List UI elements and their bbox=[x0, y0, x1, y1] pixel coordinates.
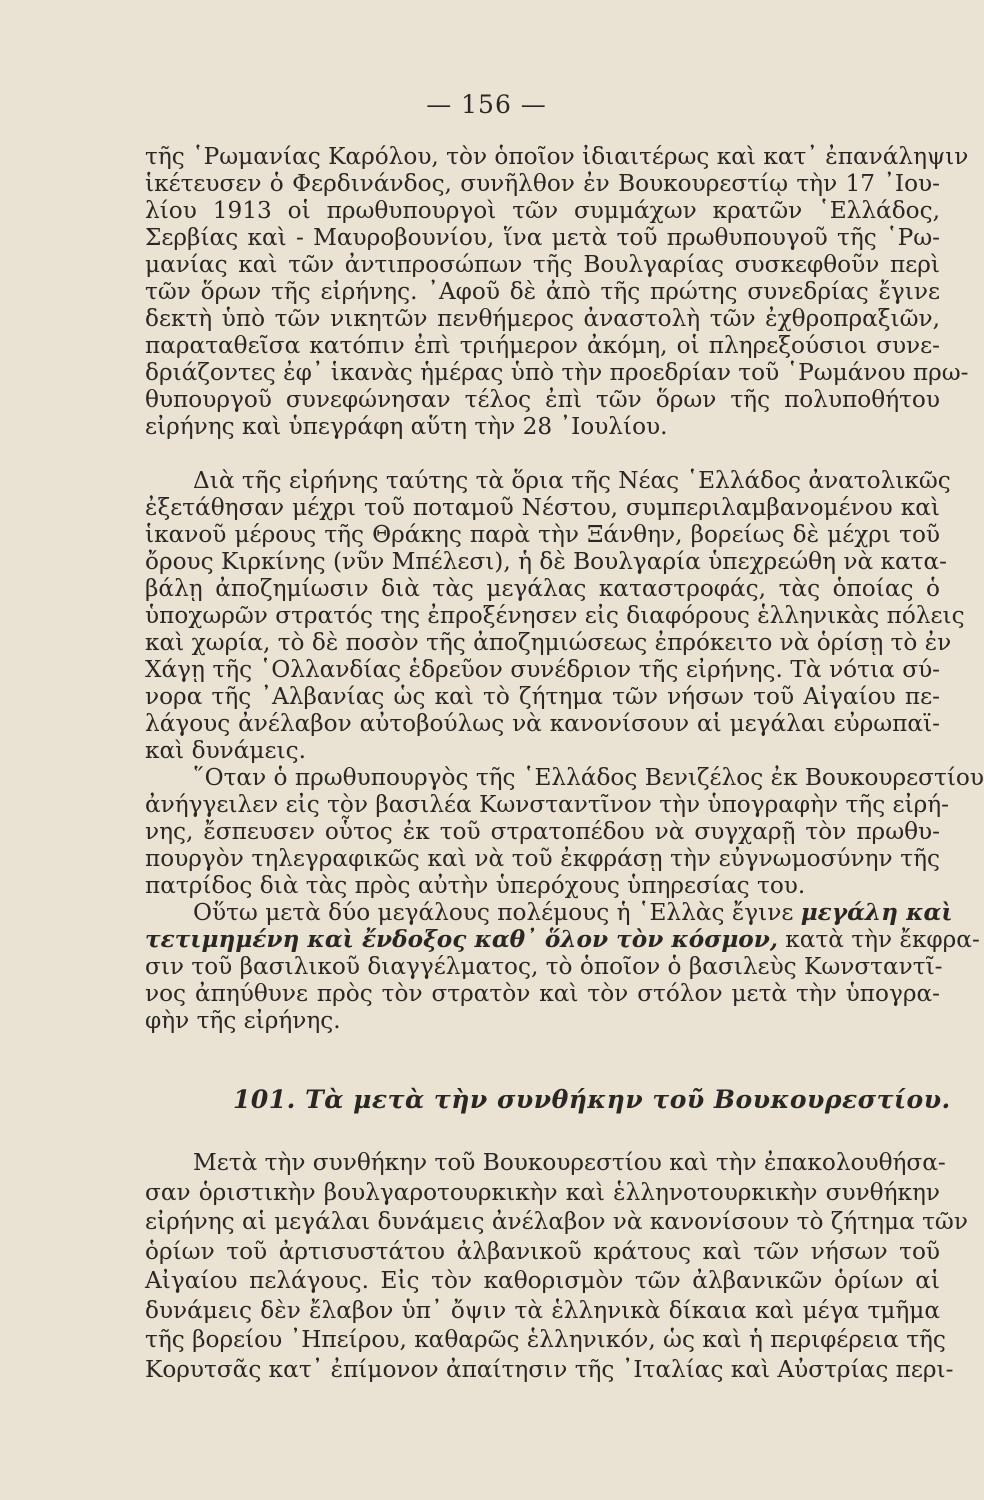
emphasized-text: μεγάλη καὶ bbox=[800, 899, 953, 926]
text-line: ὄρους Κιρκίνης (νῦν Μπέλεσι), ἡ δὲ Βουλγαρία ὑπεχρεώθη νὰ κατα- bbox=[145, 548, 947, 575]
paragraph-4 bbox=[145, 899, 980, 1034]
text-run: Οὕτω μετὰ δύο μεγάλους πολέμους ἡ ῾Ελλὰς ἔγινε bbox=[193, 899, 801, 926]
paragraph-1 bbox=[145, 143, 969, 440]
text-line: Χάγῃ τῆς ῾Ολλανδίας ἑδρεῦον συνέδριον τῆς εἰρήνης. Τὰ νότια σύ- bbox=[145, 656, 940, 683]
text-line: δριάζοντες ἐφ᾽ ἱκανὰς ἡμέρας ὑπὸ τὴν προεδρίαν τοῦ ῾Ρωμάνου πρω- bbox=[145, 359, 969, 386]
text-line: δεκτὴ ὑπὸ τῶν νικητῶν πενθήμερος ἀναστολὴ τῶν ἐχθροπραξιῶν, bbox=[145, 305, 940, 332]
text-line bbox=[145, 926, 980, 953]
paragraph-2 bbox=[145, 467, 965, 764]
text-line: πατρίδος διὰ τὰς πρὸς αὐτὴν ὑπερόχους ὑπηρεσίας του. bbox=[145, 872, 806, 899]
text-line: Διὰ τῆς εἰρήνης ταύτης τὰ ὅρια τῆς Νέας ῾Ελλάδος ἀνατολικῶς bbox=[193, 467, 951, 494]
text-line: ἱκανοῦ μέρους τῆς Θράκης παρὰ τὴν Ξάνθην, βορείως δὲ μέχρι τοῦ bbox=[145, 521, 940, 548]
text-line bbox=[145, 899, 953, 926]
text-line: Σερβίας καὶ - Μαυροβουνίου, ἵνα μετὰ τοῦ πρωθυπουγοῦ τῆς ῾Ρω- bbox=[145, 224, 940, 251]
text-line: νης, ἔσπευσεν οὗτος ἐκ τοῦ στρατοπέδου νὰ συγχαρῇ τὸν πρωθυ- bbox=[145, 818, 940, 845]
text-line: Κορυτσᾶς κατ᾽ ἐπίμονον ἀπαίτησιν τῆς ᾽Ιταλίας καὶ Αὐστρίας περι- bbox=[145, 1355, 954, 1383]
text-line: λάγους ἀνέλαβον αὐτοβούλως νὰ κανονίσουν αἱ μεγάλαι εὐρωπαϊ- bbox=[145, 710, 940, 737]
text-line: Αἰγαίου πελάγους. Εἰς τὸν καθορισμὸν τῶν ἀλβανικῶν ὁρίων αἱ bbox=[145, 1267, 940, 1294]
text-line: φὴν τῆς εἰρήνης. bbox=[145, 1007, 341, 1034]
text-line: ἀνήγγειλεν εἰς τὸν βασιλέα Κωνσταντῖνον τὴν ὑπογραφὴν τῆς εἰρή- bbox=[145, 791, 950, 818]
text-line: παραταθεῖσα κατόπιν ἐπὶ τριήμερον ἀκόμη, οἱ πληρεξούσιοι συνε- bbox=[145, 332, 940, 359]
text-line: λίου 1913 οἱ πρωθυπουργοὶ τῶν συμμάχων κρατῶν ῾Ελλάδος, bbox=[145, 197, 940, 224]
text-line: ῞Οταν ὁ πρωθυπουργὸς τῆς ῾Ελλάδος Βενιζέλος ἐκ Βουκουρεστίου bbox=[193, 764, 984, 791]
text-line: καὶ χωρία, τὸ δὲ ποσὸν τῆς ἀποζημιώσεως ἐπρόκειτο νὰ ὁρίσῃ τὸ ἐν bbox=[145, 629, 952, 656]
text-line: ἐξετάθησαν μέχρι τοῦ ποταμοῦ Νέστου, συμπεριλαμβανομένου καὶ bbox=[145, 494, 940, 521]
text-line: βάλῃ ἀποζημίωσιν διὰ τὰς μεγάλας καταστροφάς, τὰς ὁποίας ὁ bbox=[145, 575, 940, 602]
page-number: — 156 — bbox=[426, 90, 547, 119]
emphasized-text: τετιμημένη καὶ ἔνδοξος καθ᾽ ὅλον τὸν κόσμον, bbox=[145, 926, 778, 953]
section-heading: 101. Τὰ μετὰ τὴν συνθήκην τοῦ Βουκουρεστίου. bbox=[233, 1085, 951, 1114]
paragraph-3 bbox=[145, 764, 984, 899]
text-line: δυνάμεις δὲν ἔλαβον ὑπ᾽ ὄψιν τὰ ἑλληνικὰ δίκαια καὶ μέγα τμῆμα bbox=[145, 1296, 940, 1324]
text-line: Μετὰ τὴν συνθήκην τοῦ Βουκουρεστίου καὶ τὴν ἐπακολουθήσα- bbox=[193, 1149, 946, 1176]
text-line: πουργὸν τηλεγραφικῶς καὶ νὰ τοῦ ἐκφράσῃ τὴν εὐγνωμοσύνην τῆς bbox=[145, 845, 940, 872]
text-line: τῆς ῾Ρωμανίας Καρόλου, τὸν ὁποῖον ἰδιαιτέρως καὶ κατ᾽ ἐπανάληψιν bbox=[145, 143, 969, 170]
text-line: ἱκέτευσεν ὁ Φερδινάνδος, συνῆλθον ἐν Βουκουρεστίῳ τὴν 17 ᾽Ιου- bbox=[145, 170, 940, 197]
text-run: κατὰ τὴν ἔκφρα- bbox=[777, 926, 980, 953]
text-line: εἰρήνης αἱ μεγάλαι δυνάμεις ἀνέλαβον νὰ κανονίσουν τὸ ζήτημα τῶν bbox=[145, 1208, 968, 1235]
text-line: εἰρήνης καὶ ὑπεγράφη αὕτη τὴν 28 ᾽Ιουλίου. bbox=[145, 413, 668, 440]
paragraph-5 bbox=[145, 1148, 968, 1384]
text-line: θυπουργοῦ συνεφώνησαν τέλος ἐπὶ τῶν ὅρων τῆς πολυποθήτου bbox=[145, 386, 940, 413]
text-line: μανίας καὶ τῶν ἀντιπροσώπων τῆς Βουλγαρίας συσκεφθοῦν περὶ bbox=[145, 251, 940, 278]
text-line: ὁρίων τοῦ ἀρτισυστάτου ἀλβανικοῦ κράτους καὶ τῶν νήσων τοῦ bbox=[145, 1237, 940, 1265]
text-line: καὶ δυνάμεις. bbox=[145, 737, 306, 764]
text-line: νος ἀπηύθυνε πρὸς τὸν στρατὸν καὶ τὸν στόλον μετὰ τὴν ὑπογρα- bbox=[145, 980, 940, 1007]
text-line: νορα τῆς ᾽Αλβανίας ὡς καὶ τὸ ζήτημα τῶν νήσων τοῦ Αἰγαίου πε- bbox=[145, 683, 940, 710]
text-line: σαν ὁριστικὴν βουλγαροτουρκικὴν καὶ ἑλληνοτουρκικὴν συνθήκην bbox=[145, 1178, 940, 1206]
text-line: σιν τοῦ βασιλικοῦ διαγγέλματος, τὸ ὁποῖον ὁ βασιλεὺς Κωνσταντῖ- bbox=[145, 953, 943, 980]
text-line: ὑποχωρῶν στρατός της ἐπροξένησεν εἰς διαφόρους ἑλληνικὰς πόλεις bbox=[145, 602, 965, 629]
text-line: τῆς βορείου ᾽Ηπείρου, καθαρῶς ἑλληνικόν, ὡς καὶ ἡ περιφέρεια τῆς bbox=[145, 1326, 946, 1353]
text-line: τῶν ὅρων τῆς εἰρήνης. ᾽Αφοῦ δὲ ἀπὸ τῆς πρώτης συνεδρίας ἔγινε bbox=[145, 278, 940, 305]
